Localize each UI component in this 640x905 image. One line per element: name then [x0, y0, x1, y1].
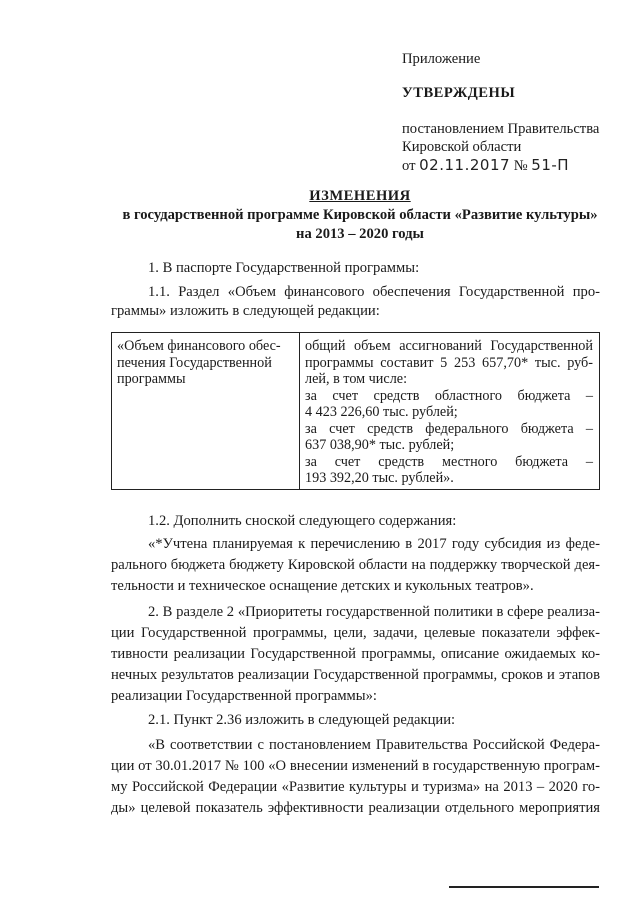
date-prefix: от	[402, 158, 416, 174]
right-line-5: 4 423 226,60 тыс. рублей;	[305, 404, 458, 420]
left-line-2: печения Государственной	[117, 354, 272, 371]
s2-line-5: реализации Государственной программы»:	[111, 688, 377, 704]
decree-line-2: Кировской области	[402, 139, 522, 155]
appendix-label: Приложение	[402, 51, 481, 67]
p12-line-4: тельности и техническое оснащение детских и кукольных театров».	[111, 578, 534, 594]
right-line-6: за счет средств федерального бюджета –	[305, 420, 593, 437]
p12-line-2: «*Учтена планируемая к перечислению в 2017 году субсидия из феде-	[148, 536, 600, 552]
right-line-7: 637 038,90* тыс. рублей;	[305, 437, 455, 453]
decree-date-line	[402, 156, 569, 175]
p21-line-5: ды» целевой показатель эффективности реализации отдельного мероприятия	[111, 800, 600, 816]
p11-line-1: 1.1. Раздел «Объем финансового обеспечения Государственной про-	[148, 284, 600, 300]
title-line-2: в государственной программе Кировской области «Развитие культуры»	[122, 207, 598, 223]
finance-value-cell	[300, 333, 600, 490]
left-line-3: программы	[117, 371, 186, 387]
left-line-1: «Объем финансового обес-	[117, 338, 281, 354]
finance-table	[111, 332, 600, 490]
finance-label-cell	[112, 333, 300, 490]
approved-label: УТВЕРЖДЕНЫ	[402, 85, 516, 101]
p21-line-2: «В соответствии с постановлением Правительства Российской Федера-	[148, 737, 600, 753]
title-main: ИЗМЕНЕНИЯ	[309, 188, 411, 204]
handwritten-number: 51-П	[531, 156, 570, 174]
right-line-8: за счет средств местного бюджета –	[305, 453, 593, 470]
p12-line-1: 1.2. Дополнить сноской следующего содержания:	[148, 513, 457, 529]
p11-line-2: граммы» изложить в следующей редакции:	[111, 303, 380, 319]
p21-line-4: му Российской Федерации «Развитие культуры и туризма» на 2013 – 2020 го-	[111, 779, 600, 795]
right-line-9: 193 392,20 тыс. рублей».	[305, 470, 454, 486]
section-1-heading: 1. В паспорте Государственной программы:	[148, 260, 420, 276]
s2-line-4: нечных результатов реализации Государственной программы, сроков и этапов	[111, 667, 600, 683]
table-row	[112, 333, 600, 490]
right-line-4: за счет средств областного бюджета –	[305, 387, 593, 404]
decree-line-1: постановлением Правительства	[402, 121, 600, 137]
p21-line-3: ции от 30.01.2017 № 100 «О внесении изменений в государственную програм-	[111, 758, 600, 774]
title-line-3: на 2013 – 2020 годы	[296, 226, 424, 242]
handwritten-date: 02.11.2017	[419, 156, 511, 174]
p12-line-3: рального бюджета бюджету Кировской области на поддержку творческой дея-	[111, 557, 600, 573]
right-line-2: программы составит 5 253 657,70* тыс. руб-	[305, 354, 593, 371]
right-line-1: общий объем ассигнований Государственной	[305, 338, 593, 354]
footer-rule	[449, 886, 599, 888]
number-sign: №	[513, 158, 528, 174]
s2-line-2: ции Государственной программы, цели, задачи, целевые показатели эффек-	[111, 625, 600, 641]
document-title	[60, 187, 640, 244]
s2-line-1: 2. В разделе 2 «Приоритеты государственной политики в сфере реализа-	[148, 604, 600, 620]
s2-line-3: тивности реализации Государственной программы, описание ожидаемых ко-	[111, 646, 600, 662]
right-line-3: лей, в том числе:	[305, 371, 408, 387]
p21-line-1: 2.1. Пункт 2.36 изложить в следующей редакции:	[148, 712, 456, 728]
